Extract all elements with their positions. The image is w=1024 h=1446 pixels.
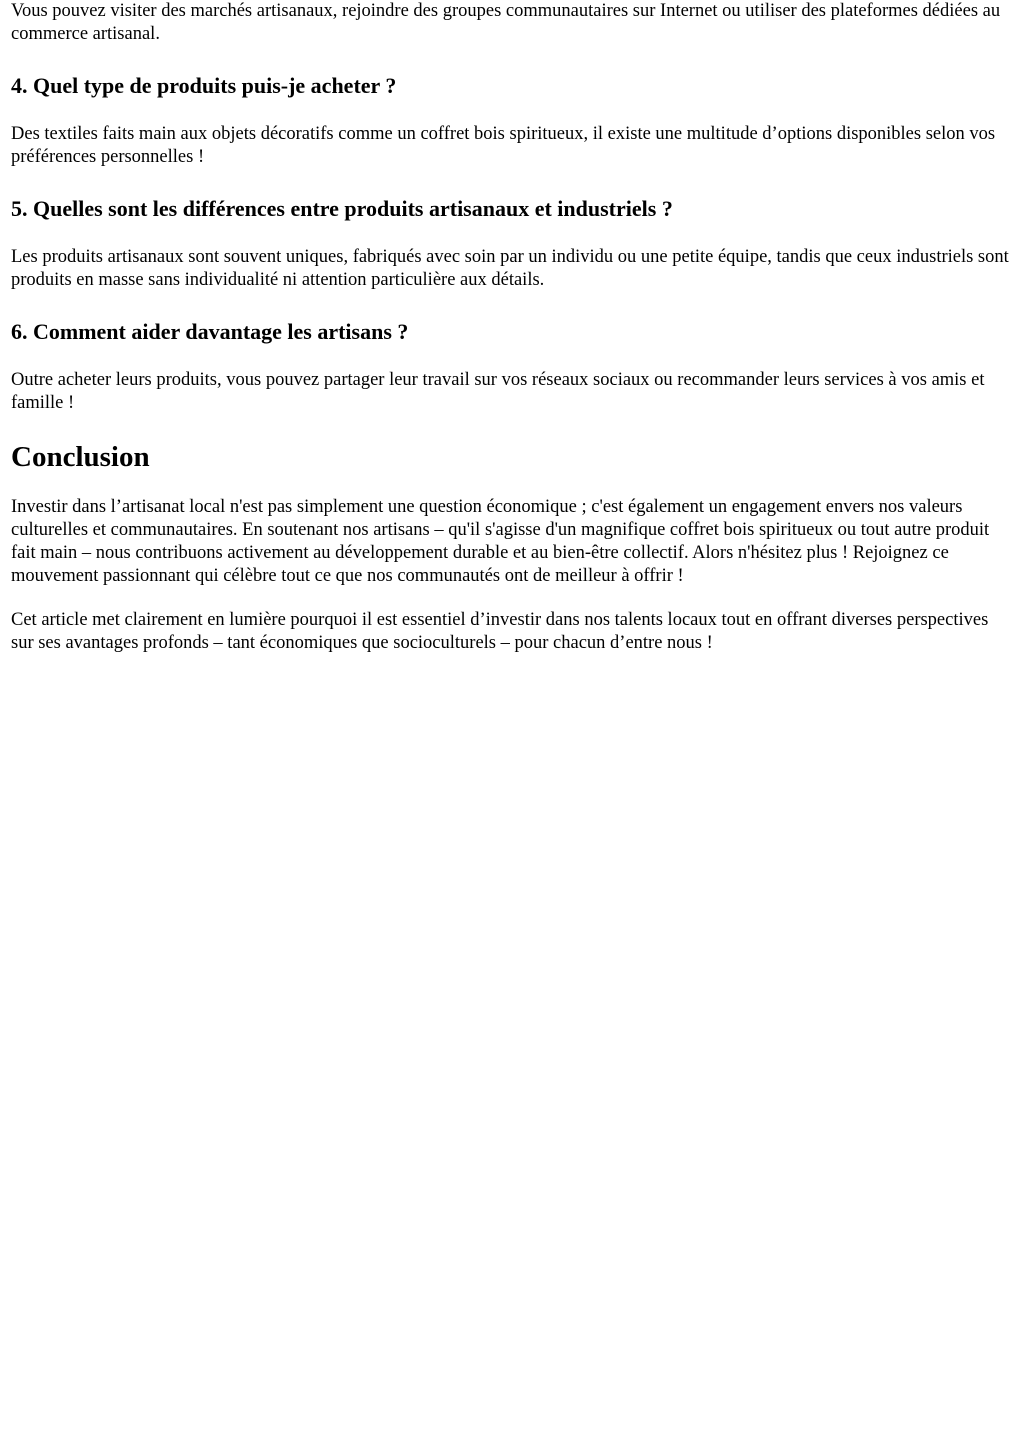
faq-question-4: 4. Quel type de produits puis-je acheter ? xyxy=(11,73,397,98)
conclusion-paragraph: Investir dans l’artisanat local n'est pas simplement une question économique ; c'est également un engagement envers nos valeurs culturelles et communautaires. En soutenant nos artisans – qu'il s'agisse d'un magnifique coffret bois spiritueux ou tout autre produit fait main – nous contribuons activement au développement durable et au bien-être collectif. Alors n'hésitez plus ! Rejoignez ce mouvement passionnant qui célèbre tout ce que nos communautés ont de meilleur à offrir ! xyxy=(11,497,990,586)
intro-paragraph: Vous pouvez visiter des marchés artisanaux, rejoindre des groupes communautaires sur Internet ou utiliser des plateformes dédiées au commerce artisanal. xyxy=(11,1,1001,44)
faq-answer-5: Les produits artisanaux sont souvent uniques, fabriqués avec soin par un individu ou une petite équipe, tandis que ceux industriels sont produits en masse sans individualité ni attention particulière aux détails. xyxy=(11,247,1009,290)
article-content xyxy=(0,0,1024,655)
faq-answer-6: Outre acheter leurs produits, vous pouvez partager leur travail sur vos réseaux sociaux ou recommander leurs services à vos amis et famille ! xyxy=(11,370,985,413)
faq-question-5: 5. Quelles sont les différences entre produits artisanaux et industriels ? xyxy=(11,196,673,221)
faq-question-6: 6. Comment aider davantage les artisans ? xyxy=(11,319,409,344)
closing-paragraph: Cet article met clairement en lumière pourquoi il est essentiel d’investir dans nos talents locaux tout en offrant diverses perspectives sur ses avantages profonds – tant économiques que socioculturels – pour chacun d’entre nous ! xyxy=(11,610,989,653)
conclusion-heading: Conclusion xyxy=(11,441,150,473)
faq-answer-4: Des textiles faits main aux objets décoratifs comme un coffret bois spiritueux, il existe une multitude d’options disponibles selon vos préférences personnelles ! xyxy=(11,124,996,167)
